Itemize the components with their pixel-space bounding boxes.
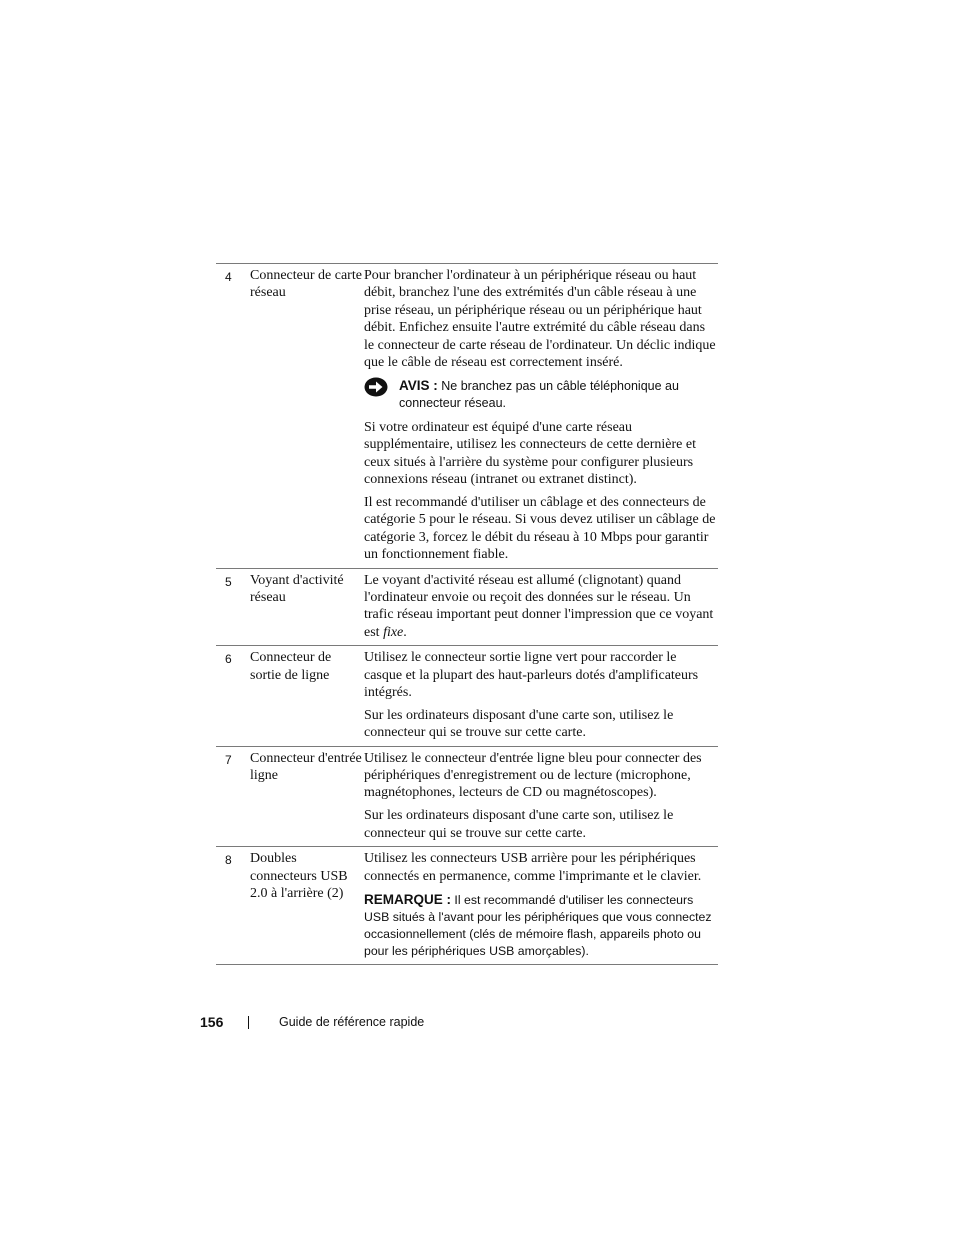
page-number: 156: [200, 1014, 224, 1030]
note-label: REMARQUE :: [364, 891, 451, 907]
page-footer: [200, 1014, 424, 1030]
paragraph-emphasis: fixe: [383, 624, 404, 640]
row-name: Doubles connecteurs USB 2.0 à l'arrière (2): [250, 851, 348, 901]
footer-separator: [248, 1016, 249, 1029]
row-name: Connecteur de sortie de ligne: [250, 650, 332, 683]
notice-box: [364, 377, 718, 413]
row-description: [364, 649, 718, 742]
description-paragraph: Utilisez les connecteurs USB arrière pour les périphériques connectés en permanence, comme l'imprimante et le clavier.: [364, 851, 702, 884]
description-paragraph: Pour brancher l'ordinateur à un périphérique réseau ou haut débit, branchez l'une des extrémités d'un câble réseau à une prise réseau, un périphérique réseau ou un périphérique haut débit. Enfichez ensuite l'autre extrémité du câble réseau dans le connecteur de carte réseau de l'ordinateur. Un déclic indique que le câble de réseau est correctement inséré.: [364, 268, 716, 371]
description-paragraph: Sur les ordinateurs disposant d'une carte son, utilisez le connecteur qui se trouve sur cette carte.: [364, 707, 674, 741]
description-paragraph: Utilisez le connecteur d'entrée ligne bleu pour connecter des périphériques d'enregistrement ou de lecture (microphone, magnétophones, lecteurs de CD ou magnétoscopes).: [364, 750, 702, 801]
note-text: Il est recommandé d'utiliser les connecteurs USB situés à l'avant pour les périphériques que vous connectez occasionnellement (clés de mémoire flash, appareils photo ou pour les périphériques USB amorçables).: [364, 892, 712, 959]
row-number: 5: [225, 574, 232, 589]
description-paragraph: Si votre ordinateur est équipé d'une carte réseau supplémentaire, utilisez les connecteurs de cette dernière et ceux situés à l'arrière du système pour configurer plusieurs connexions réseau (intranet ou extranet distinct).: [364, 419, 696, 487]
row-number: 6: [225, 652, 232, 667]
connector-table: [216, 263, 718, 965]
table-row: [216, 747, 718, 848]
table-row: [216, 847, 718, 965]
row-name: Voyant d'activité réseau: [250, 572, 344, 605]
row-description: [364, 572, 718, 642]
row-number: 4: [225, 270, 232, 284]
paragraph-end: .: [403, 624, 407, 640]
paragraph-main-text: Le voyant d'activité réseau est allumé (clignotant) quand l'ordinateur envoie ou reçoit des données sur le réseau. Un trafic réseau important peut donner l'impression que ce voyant est: [364, 572, 714, 640]
table-row: [216, 569, 718, 647]
row-name: Connecteur d'entrée ligne: [250, 750, 362, 784]
row-description: [364, 850, 718, 960]
notice-text: Ne branchez pas un câble téléphonique au connecteur réseau.: [399, 378, 679, 411]
table-row: [216, 264, 718, 569]
description-paragraph: [364, 572, 718, 642]
notice-label: AVIS :: [399, 377, 438, 393]
description-paragraph: Il est recommandé d'utiliser un câblage et des connecteurs de catégorie 5 pour le réseau. Si vous devez utiliser un câblage de catégorie 3, forcez le débit du réseau à 10 Mbps pour garantir un fonctionnement fiable.: [364, 494, 716, 563]
footer-title: Guide de référence rapide: [279, 1015, 425, 1029]
description-paragraph: Sur les ordinateurs disposant d'une carte son, utilisez le connecteur qui se trouve sur cette carte.: [364, 808, 674, 841]
row-description: [364, 267, 718, 564]
row-number: 7: [225, 752, 232, 767]
row-number: 8: [225, 853, 232, 868]
notice-arrow-icon: [364, 377, 388, 397]
description-paragraph: Utilisez le connecteur sortie ligne vert pour raccorder le casque et la plupart des haut-parleurs dotés d'amplificateurs intégrés.: [364, 650, 699, 700]
note-box: [364, 891, 718, 961]
table-row: [216, 646, 718, 747]
row-name: Connecteur de carte réseau: [250, 268, 362, 301]
row-description: [364, 750, 718, 843]
